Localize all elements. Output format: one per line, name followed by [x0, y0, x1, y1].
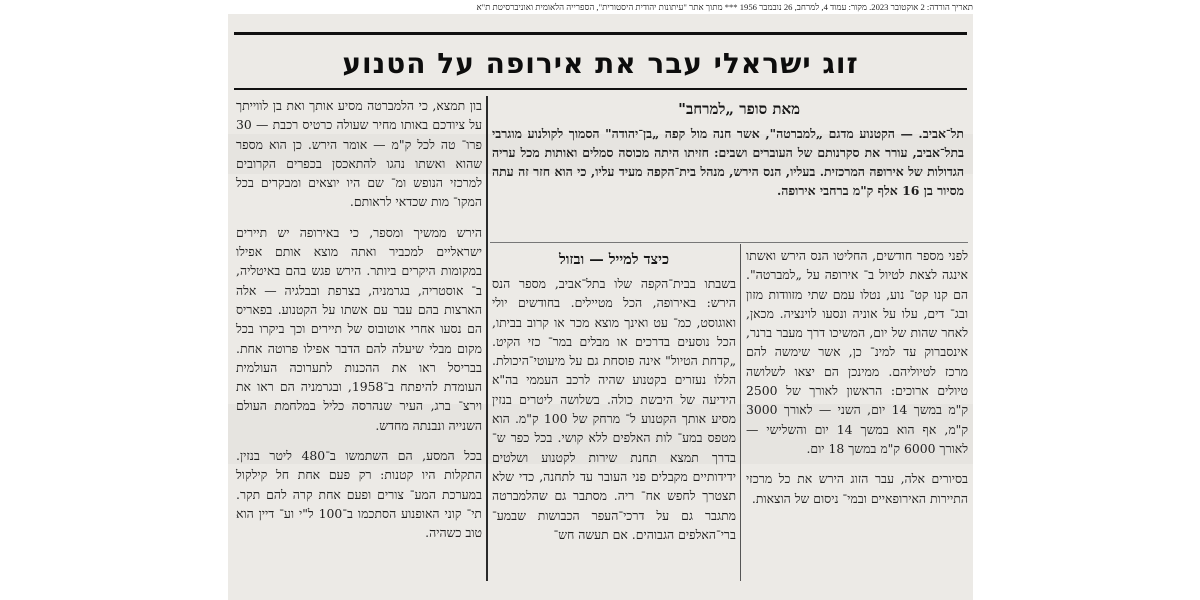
- paragraph: בשבתו בבית־הקפה שלו בתל־אביב, מספר הנס הירש: באירופה, הכל מטיילים. בחודשים יולי ואוגוסט, כמ־ עט ואינך מוצא מכר או קרוב בביתו, הכל נוסעים בדרכים או מבלים במר־ כזי הקיט. „קדחת הטיול" אינה פוסחת גם על מיעוטי־היכולת. הללו נעזרים בקטנוע שהיה לרכב העממי בה"א הידיעה של היבשת כולה. בשלושה ליטרים בנזין מסיע אותך הקטנוע ל־ מרחק של 100 ק"מ. הוא מטפס במע־ לות האלפים ללא קושי. בכל כפר ש־ בדרך תמצא תחנת שירות לקטנוע ושלטים ידידותיים מקבלים פני העובר עד לתחנה, כדי שלא תצטרך לחפש אח־ ריה. מסתבר גם שהלמברטה מתגבר גם על דרכי־העפר הכבושות שבמע־ ברי־האלפים הגבוהים. אם תעשה חש־: [492, 276, 736, 542]
- lead-paragraph: תל־אביב. — הקטנוע מדגם „למברטה", אשר חנה מול קפה „בן־יהודה" הסמוך לקולנוע מוגרבי בתל־אביב, עורר את סקרנותם של העוברים ושבים: חזיתו היתה מכוסה סמלים ואותות מכל עריה הגדולות של אירופה המרכזית. בעליו, הנס הירש, מנהל בית־הקפה מעיד עליו, כי הוא חזר זה עתה מסיור בן 16 אלף ק"מ ברחבי אירופה.: [492, 126, 964, 198]
- article-lead: [492, 124, 964, 240]
- source-attribution: תאריך הורדה: 2 אוקטובר 2023. מקור: עמוד 4, למרחב, 26 נובמבר 1956 *** מתוך אתר "עיתונות יהודית היסטורית", הספרייה הלאומית ואוניברסיטת ת"א: [476, 2, 973, 12]
- article-subheading: כיצד למייל — ובזול: [558, 251, 670, 268]
- paragraph: בכל המסע, הם השתמשו ב־480 ליטר בנזין. התקלות היו קטנות: רק פעם אחת חל קילקול במערכת המע־ צורים ופעם אחת קרה להם תקר. תי־ קוני האופנוע הסתכמו ב־100 ל"י וע־ דיין הוא טוב כשהיה.: [236, 448, 483, 541]
- section-divider: [490, 242, 968, 243]
- paragraph: לפני מספר חודשים, החליטו הנס הירש ואשתו אינגה לצאת לטיול ב־ אירופה על „למברטה". הם קנו קט־ נוע, נטלו עמם שתי מזוודות מזון ובג־ דים, עלו על אוניה ונסעו לוינציה. מכאן, לאחר שהות של יום, המשיכו דרך מעבר ברנר, אינסברוק עד למינ־ כן, אשר שימשה להם מרכז לטיוליהם. ממינכן הם יצאו לשלושה טיולים ארוכים: הראשון לאורך של 2500 ק"מ במשך 14 יום, השני — לאורך 3000 ק"מ, אף הוא במשך 14 יום והשלישי — לאורך 6000 ק"מ במשך 18 יום.: [746, 248, 968, 456]
- article-column-middle: [492, 274, 736, 579]
- paragraph: הירש ממשיך ומספר, כי באירופה יש תיירים ישראליים למכביר ואתה מוצא אותם אפילו במקומות היקרים ביותר. הירש פגש בהם באיטליה, ב־ אוסטריה, בגרמניה, בצרפת ובבלגיה — אלה הארצות בהם עבר עם אשתו על הקטנוע. בפאריס הם נסעו אחרי אוטובוס של תיירים וכך ביקרו בכל מקום מבלי שיעלה להם הדבר אפילו פרוטה אחת. בבריסל ראו את ההכנות לתערוכה העולמית העומדת להיפתח ב־1958, ובגרמניה הם ראו את וירצ־ ברג, העיר שנהרסה כליל במלחמת העולם השנייה ונבנתה מחדש.: [236, 224, 482, 433]
- article-headline: זוג ישראלי עבר את אירופה על הטנוע: [342, 47, 859, 80]
- headline-frame: [234, 32, 967, 90]
- paragraph: בון תמצא, כי הלמברטה מסיע אותך ואת בן לווייתך על ציודכם באותו מחיר שעולה כרטיס רכבת — 30 פרו־ טה לכל ק"מ — אומר הירש. כן הוא מספר שהוא ואשתו נהגו להתאכסן בכפרים הקרובים למרכזי הנופש ומ־ שם היו יוצאים ומבקרים בכל המקו־ מות שכדאי לראותם.: [236, 98, 482, 210]
- paragraph: בסיורים אלה, עבר הזוג הירש את כל מרכזי התיירות האירופאיים ובמי־ ניסום של הוצאות.: [746, 471, 968, 506]
- article-column-left: [236, 96, 482, 581]
- column-divider: [486, 96, 488, 581]
- article-byline: מאת סופר „למרחב": [678, 100, 800, 118]
- article-column-right: [746, 246, 968, 581]
- column-divider: [740, 244, 741, 581]
- newspaper-clipping: [228, 14, 973, 600]
